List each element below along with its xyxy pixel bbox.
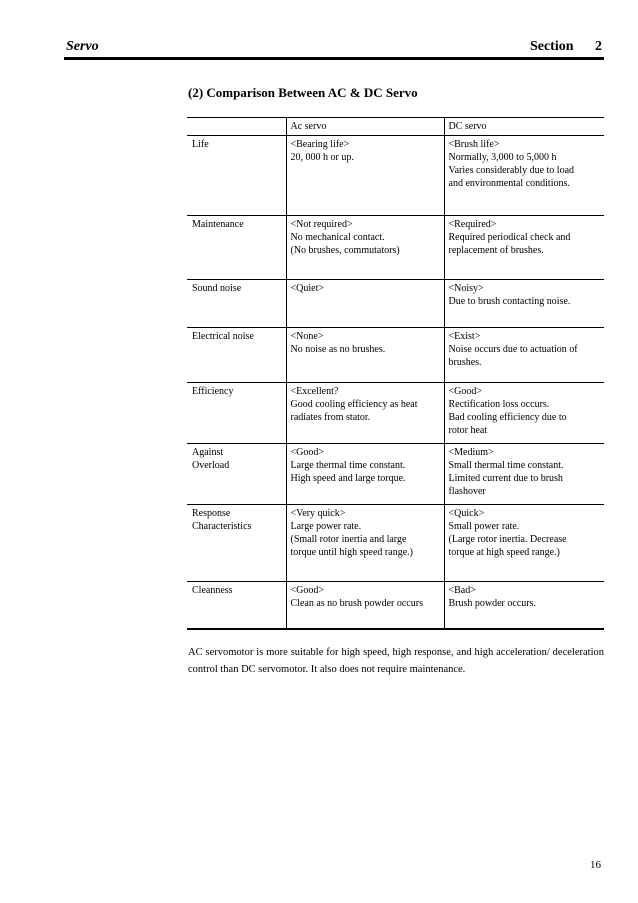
cell-line: <Required> <box>448 219 497 230</box>
cell-line: <Very quick> <box>290 508 346 519</box>
cell-line: <Good> <box>448 386 483 397</box>
cell-line: (Large rotor inertia. Decrease <box>448 534 567 545</box>
cell-line: Sound noise <box>192 283 242 294</box>
cell-line: Bad cooling efficiency due to <box>448 412 567 423</box>
cell-line: Clean as no brush powder occurs <box>290 598 423 609</box>
ac-servo-cell <box>286 383 444 444</box>
dc-servo-cell <box>444 216 604 280</box>
table-row <box>187 136 604 216</box>
cell-line: Brush powder occurs. <box>448 598 536 609</box>
row-label <box>187 383 286 444</box>
row-label <box>187 280 286 328</box>
dc-servo-cell <box>444 280 604 328</box>
cell-line: Noise occurs due to actuation of <box>448 344 578 355</box>
ac-servo-cell <box>286 216 444 280</box>
cell-line: <Quiet> <box>290 283 324 294</box>
cell-line: Good cooling efficiency as heat <box>290 399 418 410</box>
cell-line: and environmental conditions. <box>448 178 570 189</box>
cell-line: Required periodical check and <box>448 232 571 243</box>
cell-line: Limited current due to brush <box>448 473 563 484</box>
row-label <box>187 505 286 582</box>
dc-servo-cell <box>444 328 604 383</box>
dc-servo-cell <box>444 444 604 505</box>
cell-line: Small thermal time constant. <box>448 460 564 471</box>
cell-line: <Good> <box>290 447 325 458</box>
cell-line: Large thermal time constant. <box>290 460 406 471</box>
cell-line: High speed and large torque. <box>290 473 406 484</box>
cell-line: flashover <box>448 486 486 497</box>
cell-line: Efficiency <box>192 386 234 397</box>
row-label <box>187 444 286 505</box>
cell-line: Maintenance <box>192 219 244 230</box>
page-header <box>64 37 604 57</box>
cell-line: Varies considerably due to load <box>448 165 575 176</box>
table-row <box>187 383 604 444</box>
cell-line: <Bad> <box>448 585 476 596</box>
cell-line: Electrical noise <box>192 331 254 342</box>
cell-line: torque at high speed range.) <box>448 547 560 558</box>
cell-line: <Bearing life> <box>290 139 350 150</box>
table-row <box>187 280 604 328</box>
header-rule <box>64 57 604 60</box>
cell-line: Overload <box>192 460 230 471</box>
column-header: DC servo <box>444 118 604 136</box>
dc-servo-cell <box>444 136 604 216</box>
column-header <box>187 118 286 136</box>
cell-line: (Small rotor inertia and large <box>290 534 407 545</box>
column-header: Ac servo <box>286 118 444 136</box>
summary-paragraph: AC servomotor is more suitable for high speed, high response, and high acceleration/ deceleration control than DC servomotor. It also does not require maintenance. <box>188 647 604 675</box>
cell-line: brushes. <box>448 357 482 368</box>
ac-servo-cell <box>286 582 444 630</box>
cell-line: <Medium> <box>448 447 494 458</box>
cell-line: Large power rate. <box>290 521 362 532</box>
header-title: Servo <box>66 39 99 54</box>
cell-line: Due to brush contacting noise. <box>448 296 571 307</box>
dc-servo-cell <box>444 505 604 582</box>
cell-line: Life <box>192 139 209 150</box>
row-label <box>187 136 286 216</box>
cell-line: Rectification loss occurs. <box>448 399 550 410</box>
row-label <box>187 328 286 383</box>
section-title: (2) Comparison Between AC & DC Servo <box>188 85 418 100</box>
ac-servo-cell <box>286 136 444 216</box>
cell-line: radiates from stator. <box>290 412 371 423</box>
table-row <box>187 444 604 505</box>
cell-line: <Exist> <box>448 331 481 342</box>
row-label <box>187 216 286 280</box>
table-row <box>187 328 604 383</box>
comparison-table <box>187 117 604 630</box>
table-header-row <box>187 118 604 136</box>
cell-line: 20, 000 h or up. <box>290 152 354 163</box>
ac-servo-cell <box>286 444 444 505</box>
cell-line: Response <box>192 508 231 519</box>
page-number: 16 <box>590 859 601 871</box>
cell-line: Normally, 3,000 to 5,000 h <box>448 152 557 163</box>
cell-line: No noise as no brushes. <box>290 344 386 355</box>
cell-line: <Good> <box>290 585 325 596</box>
table-row <box>187 216 604 280</box>
cell-line: No mechanical contact. <box>290 232 385 243</box>
cell-line: <Quick> <box>448 508 485 519</box>
row-label <box>187 582 286 630</box>
ac-servo-cell <box>286 505 444 582</box>
ac-servo-cell <box>286 280 444 328</box>
cell-line: replacement of brushes. <box>448 245 544 256</box>
table-row <box>187 582 604 630</box>
table-row <box>187 505 604 582</box>
cell-line: <Excellent? <box>290 386 339 397</box>
cell-line: Small power rate. <box>448 521 520 532</box>
header-section: Section 2 <box>529 39 602 54</box>
cell-line: <Brush life> <box>448 139 500 150</box>
cell-line: <Not required> <box>290 219 353 230</box>
cell-line: <Noisy> <box>448 283 484 294</box>
ac-servo-cell <box>286 328 444 383</box>
cell-line: torque until high speed range.) <box>290 547 413 558</box>
dc-servo-cell <box>444 582 604 630</box>
dc-servo-cell <box>444 383 604 444</box>
cell-line: Characteristics <box>192 521 252 532</box>
cell-line: (No brushes, commutators) <box>290 245 400 256</box>
cell-line: <None> <box>290 331 324 342</box>
cell-line: rotor heat <box>448 425 488 436</box>
cell-line: Cleanness <box>192 585 233 596</box>
cell-line: Against <box>192 447 224 458</box>
